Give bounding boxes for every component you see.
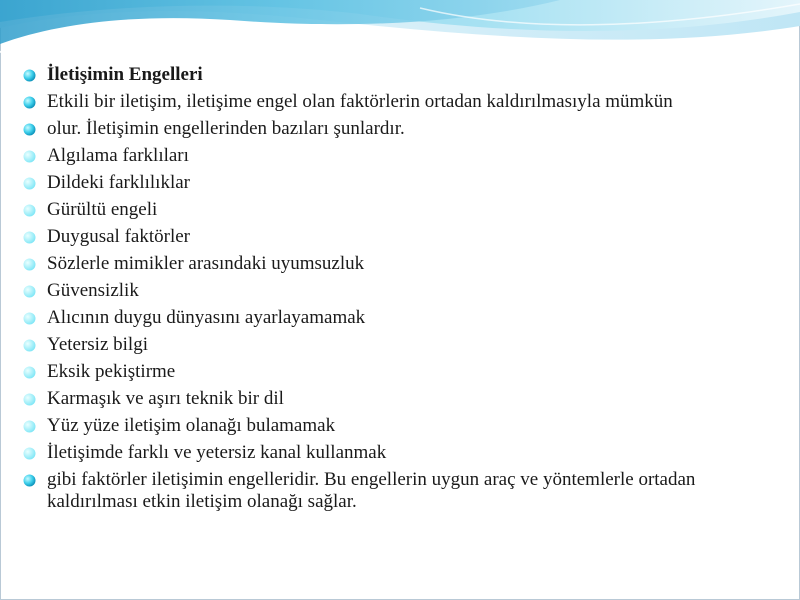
bullet-sphere-icon: [23, 258, 36, 271]
bullet-sphere-icon: [23, 177, 36, 190]
intro-line-1-text: Etkili bir iletişim, iletişime engel olan faktörlerin ortadan kaldırılmasıyla mümkün: [47, 91, 673, 112]
list-item: [22, 415, 782, 437]
list-item: [22, 334, 782, 356]
bullet-sphere-icon: [23, 96, 36, 109]
slide-title-text: İletişimin Engelleri: [47, 64, 203, 85]
list-item: [22, 307, 782, 329]
bullet-sphere-icon: [23, 69, 36, 82]
conclusion: [22, 469, 782, 513]
bullet-sphere-icon: [23, 285, 36, 298]
list-item-text: Eksik pekiştirme: [47, 361, 176, 382]
list-item-text: Algılama farklıları: [47, 145, 189, 166]
list-item-text: Karmaşık ve aşırı teknik bir dil: [47, 388, 284, 409]
bullet-sphere-icon: [23, 393, 36, 406]
intro-line-2-text: olur. İletişimin engellerinden bazıları şunlardır.: [47, 118, 405, 139]
list-item: [22, 388, 782, 410]
conclusion-text: gibi faktörler iletişimin engelleridir. Bu engellerin uygun araç ve yöntemlerle ortadan kaldırılması etkin iletişim olanağı sağlar.: [47, 469, 696, 512]
bullet-list: [22, 64, 782, 513]
list-item-text: İletişimde farklı ve yetersiz kanal kullanmak: [47, 442, 387, 463]
bullet-sphere-icon: [23, 366, 36, 379]
list-item-text: Yüz yüze iletişim olanağı bulamamak: [47, 415, 336, 436]
list-item-text: Yetersiz bilgi: [47, 334, 148, 355]
list-item-text: Gürültü engeli: [47, 199, 158, 220]
bullet-sphere-icon: [23, 447, 36, 460]
slide-content: [22, 64, 782, 518]
bullet-sphere-icon: [23, 204, 36, 217]
bullet-sphere-icon: [23, 339, 36, 352]
bullet-sphere-icon: [23, 231, 36, 244]
list-item-text: Alıcının duygu dünyasını ayarlayamamak: [47, 307, 366, 328]
list-item: [22, 172, 782, 194]
slide-title: [22, 64, 782, 86]
list-item-text: Sözlerle mimikler arasındaki uyumsuzluk: [47, 253, 365, 274]
list-item: [22, 145, 782, 167]
list-item-text: Güvensizlik: [47, 280, 139, 301]
list-item: [22, 226, 782, 248]
list-item-text: Dildeki farklılıklar: [47, 172, 190, 193]
bullet-sphere-icon: [23, 150, 36, 163]
intro-line-1: [22, 91, 782, 113]
list-item: [22, 442, 782, 464]
bullet-sphere-icon: [23, 312, 36, 325]
bullet-sphere-icon: [23, 474, 36, 487]
list-item: [22, 199, 782, 221]
wave-header-decoration: [0, 0, 800, 70]
list-item-text: Duygusal faktörler: [47, 226, 190, 247]
intro-line-2: [22, 118, 782, 140]
list-item: [22, 361, 782, 383]
bullet-sphere-icon: [23, 420, 36, 433]
bullet-sphere-icon: [23, 123, 36, 136]
list-item: [22, 280, 782, 302]
list-item: [22, 253, 782, 275]
